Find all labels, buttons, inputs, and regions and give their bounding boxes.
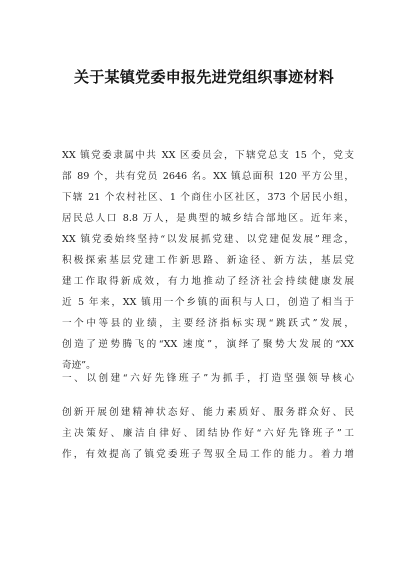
paragraph-line: 一个中等县的业绩，主要经济指标实现“跳跃式”发展， [62, 318, 354, 329]
paragraph-line: 作，有效提高了镇党委班子驾驭全局工作的能力。着力增 [62, 449, 354, 460]
paragraph-line: 奇迹”。 [62, 360, 96, 371]
paragraph-line: 部 89 个，共有党员 2646 名。XX 镇总面积 120 平方公里， [62, 171, 354, 182]
paragraph-line: XX 镇党委隶属中共 XX 区委员会，下辖党总支 15 个，党支 [62, 150, 354, 161]
paragraph-line: 近 5 年来，XX 镇用一个乡镇的面积与人口，创造了相当于 [62, 297, 354, 308]
section-heading-text: 一、以创建“六好先锋班子”为抓手，打造坚强领导核心 [62, 373, 354, 384]
paragraph-line: 积极探索基层党建工作新思路、新途径、新方法，基层党 [62, 255, 354, 266]
section-heading [62, 368, 354, 389]
intro-paragraph [62, 145, 354, 376]
section-paragraph [62, 402, 354, 465]
paragraph-line: 下辖 21 个农村社区、1 个商住小区社区，373 个居民小组， [62, 192, 354, 203]
paragraph-line: 创新开展创建精神状态好、能力素质好、服务群众好、民 [62, 407, 354, 418]
paragraph-line: 创造了逆势腾飞的“XX 速度”，演绎了聚势大发展的“XX [62, 339, 354, 350]
document-title: 关于某镇党委申报先进党组织事迹材料 [73, 68, 335, 86]
paragraph-line: 建工作取得新成效，有力地推动了经济社会持续健康发展 [62, 276, 354, 287]
paragraph-line: 居民总人口 8.8 万人，是典型的城乡结合部地区。近年来， [62, 213, 354, 224]
paragraph-line: 主决策好、廉洁自律好、团结协作好“六好先锋班子”工 [62, 428, 354, 439]
paragraph-line: XX 镇党委始终坚持“以发展抓党建、以党建促发展”理念， [62, 234, 354, 245]
